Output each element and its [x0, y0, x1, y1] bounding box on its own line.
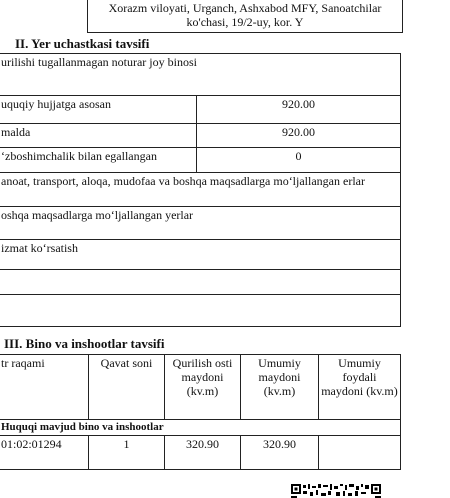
land-row-value: 920.00 [197, 96, 401, 124]
group-label: Huquqi mavjud bino va inshootlar [0, 420, 401, 436]
address-table [87, 0, 403, 33]
land-row-value: 0 [197, 148, 401, 173]
header-total-area: Umumiy maydoni (kv.m) [241, 355, 319, 420]
land-row-label: oshqa maqsadlarga mo‘ljallangan yerlar [0, 207, 401, 240]
cell-footprint-area: 320.90 [165, 436, 241, 470]
land-row-label: ‘zboshimchalik bilan egallangan [0, 148, 197, 173]
cell-cadastre-number: 01:02:01294 [0, 436, 89, 470]
land-row-label: malda [0, 124, 197, 148]
header-useful-area: Umumiy foydali maydoni (kv.m) [319, 355, 401, 420]
header-cadastre-number: tr raqami [0, 355, 89, 420]
land-row-label: uquqiy hujjatga asosan [0, 96, 197, 124]
land-row-label: izmat ko‘rsatish [0, 240, 401, 270]
land-plot-table [0, 53, 401, 327]
buildings-table [0, 354, 401, 470]
land-row-value: 920.00 [197, 124, 401, 148]
header-footprint-area: Qurilish osti maydoni (kv.m) [165, 355, 241, 420]
cell-floor-count: 1 [89, 436, 165, 470]
cell-useful-area [319, 436, 401, 470]
land-row-label: anoat, transport, aloqa, mudofaa va boshqa maqsadlarga mo‘ljallangan erlar [0, 173, 401, 207]
header-floor-count: Qavat soni [89, 355, 165, 420]
land-row-label: urilishi tugallanmagan noturar joy binosi [0, 54, 401, 96]
section-2-title: II. Yer uchastkasi tavsifi [15, 36, 150, 51]
address-cell: Xorazm viloyati, Urganch, Ashxabod MFY, Sanoatchilar ko'chasi, 19/2-uy, kor. Y [88, 0, 403, 33]
cell-total-area: 320.90 [241, 436, 319, 470]
section-3-title: III. Bino va inshootlar tavsifi [4, 336, 165, 351]
qr-code-icon [291, 484, 381, 498]
land-row-empty [0, 270, 401, 295]
land-row-empty [0, 295, 401, 327]
